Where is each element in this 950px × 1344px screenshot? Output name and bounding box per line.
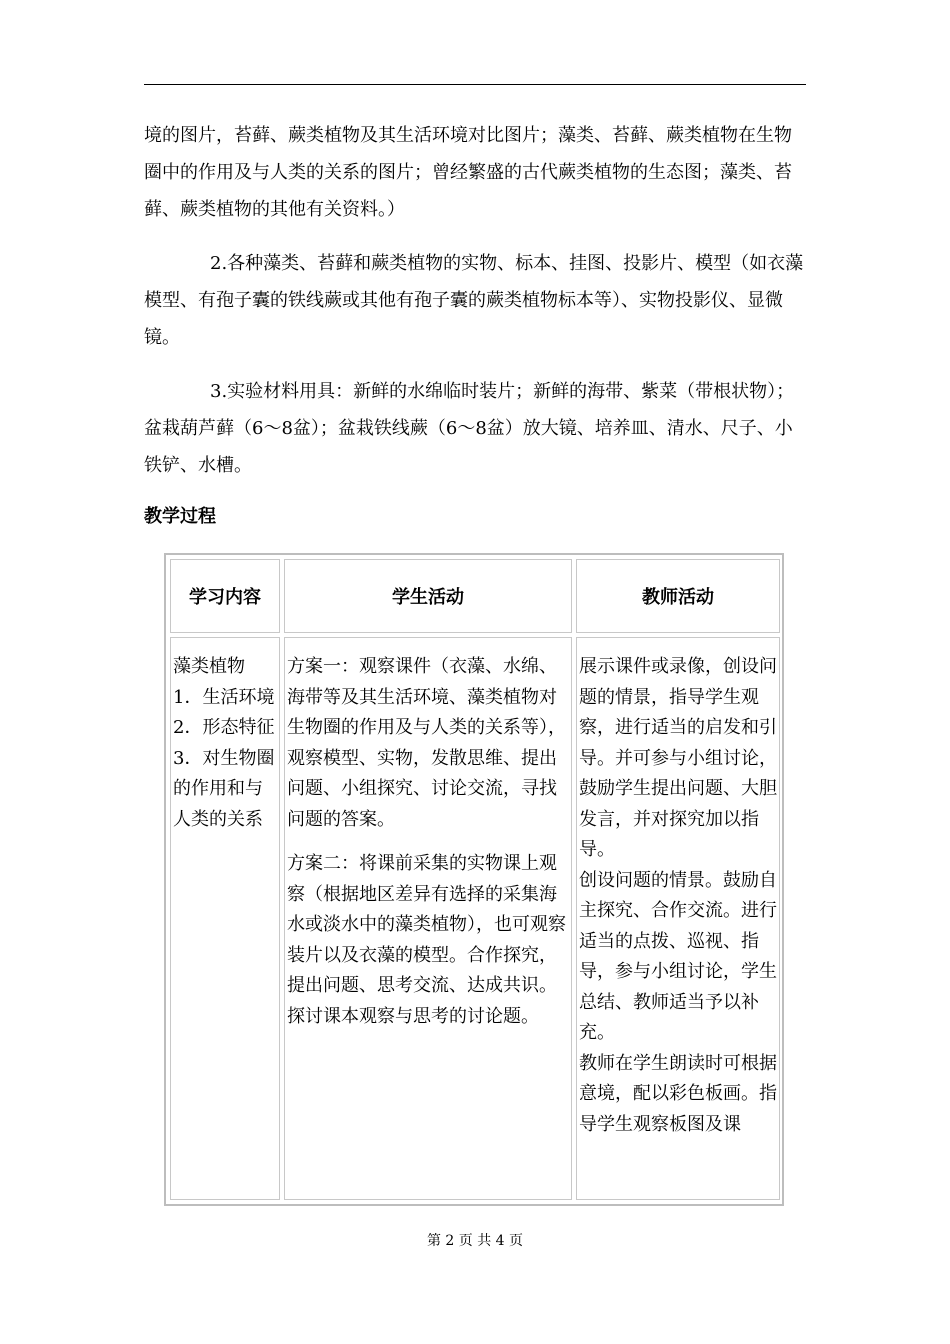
content-line-3: 3．对生物圈的作用和与人类的关系: [173, 747, 275, 830]
content-line-2: 2．形态特征: [173, 717, 275, 738]
teacher-activity-3: 教师在学生朗读时可根据意境，配以彩色板画。指导学生观察板图及课: [579, 1052, 777, 1135]
paragraph-item-2: 2.各种藻类、苔藓和蕨类植物的实物、标本、挂图、投影片、模型（如衣藻模型、有孢子囊的铁线蕨或其他有孢子囊的蕨类植物标本等）、实物投影仪、显微镜。: [144, 253, 804, 348]
header-student-activity: 学生活动: [284, 559, 572, 633]
page-footer: 第 2 页 共 4 页: [426, 1233, 524, 1249]
cell-teacher-activity: [576, 637, 780, 1200]
content-line-1: 1．生活环境: [173, 686, 275, 708]
student-plan-2: 方案二：将课前采集的实物课上观察（根据地区差异有选择的采集海水或淡水中的藻类植物），也可观察装片以及衣藻的模型。合作探究，提出问题、思考交流、达成共识。探讨课本观察与思考的讨论题。: [287, 853, 566, 1027]
content-line-title: 藻类植物: [173, 656, 245, 677]
teaching-process-table: [164, 553, 784, 1206]
cell-learning-content: [170, 637, 280, 1200]
paragraph-item-3: 3.实验材料用具：新鲜的水绵临时装片；新鲜的海带、紫菜（带根状物）；盆栽葫芦藓（6～8盆）；盆栽铁线蕨（6～8盆）放大镜、培养皿、清水、尺子、小铁铲、水槽。: [144, 381, 795, 476]
header-rule: [144, 84, 806, 85]
teacher-activity-1: 展示课件或录像，创设问题的情景，指导学生观察，进行适当的启发和引导。并可参与小组讨论，鼓励学生提出问题、大胆发言，并对探究加以指导。: [579, 656, 777, 860]
paragraph-materials-continued: 境的图片，苔藓、蕨类植物及其生活环境对比图片；藻类、苔藓、蕨类植物在生物圈中的作用及与人类的关系的图片；曾经繁盛的古代蕨类植物的生态图；藻类、苔藓、蕨类植物的其他有关资料。）: [144, 125, 792, 220]
section-heading: 教学过程: [144, 506, 216, 527]
student-plan-1: 方案一：观察课件（衣藻、水绵、海带等及其生活环境、藻类植物对生物圈的作用及与人类的关系等），观察模型、实物，发散思维、提出问题、小组探究、讨论交流，寻找问题的答案。: [287, 656, 566, 830]
header-teacher-activity: 教师活动: [576, 559, 780, 633]
cell-student-activity: [284, 637, 572, 1200]
header-learning-content: 学习内容: [170, 559, 280, 633]
teacher-activity-2: 创设问题的情景。鼓励自主探究、合作交流。进行适当的点拨、巡视、指导，参与小组讨论，学生总结、教师适当予以补充。: [579, 869, 777, 1043]
